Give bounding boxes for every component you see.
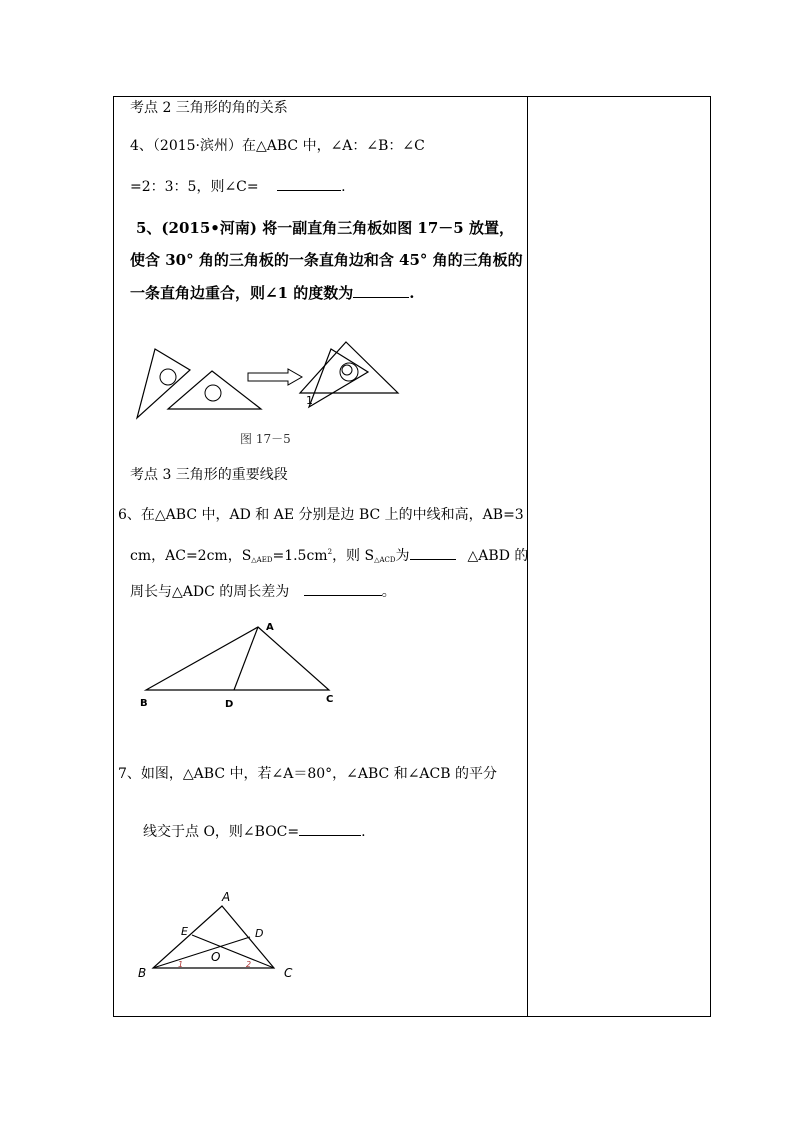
- q6-label-a: A: [266, 622, 274, 633]
- fig17-5-angle-1: 1: [306, 394, 313, 407]
- q6-line2-e: △ABD 的: [467, 548, 529, 564]
- q7-line2-text: 线交于点 O，则∠BOC=: [143, 824, 300, 840]
- q7-angle-2: 2: [246, 960, 252, 969]
- fig17-5-caption: 图 17－5: [240, 432, 291, 446]
- q6-line2-d: 为: [395, 548, 410, 564]
- q6-line2-sub1: △AED: [251, 556, 273, 564]
- q6-line1: 6、在△ABC 中，AD 和 AE 分别是边 BC 上的中线和高，AB=3: [118, 507, 524, 523]
- q7-line2-end: .: [361, 824, 366, 840]
- q6-label-c: C: [326, 694, 334, 705]
- q5-line3-end: .: [409, 284, 415, 302]
- section2-title: 考点 2 三角形的角的关系: [130, 100, 288, 116]
- q4-line2-text: =2：3：5，则∠C=: [130, 179, 259, 195]
- q4-line2-end: .: [341, 179, 346, 195]
- q7-label-b: B: [138, 966, 147, 980]
- q6-label-d: D: [225, 699, 234, 710]
- q6-line2-c: ，则 S: [332, 548, 375, 564]
- q5-line3-text: 一条直角边重合，则∠1 的度数为: [130, 284, 354, 302]
- q6-line2-a: cm，AC=2cm，S: [130, 548, 252, 564]
- q7-label-d: D: [255, 927, 264, 940]
- q7-label-a: A: [222, 890, 231, 904]
- q6-line2-sub2: △ACD: [374, 556, 396, 564]
- q5-line1: 5、(2015•河南) 将一副直角三角板如图 17－5 放置，: [136, 219, 514, 237]
- q7-line1: 7、如图，△ABC 中，若∠A＝80°，∠ABC 和∠ACB 的平分: [118, 766, 497, 782]
- q6-line3-end: 。: [381, 584, 396, 600]
- q7-angle-1: 1: [178, 960, 184, 969]
- q7-label-o: O: [211, 950, 221, 964]
- q6-line2-b: =1.5cm: [272, 548, 328, 564]
- section3-title: 考点 3 三角形的重要线段: [130, 467, 288, 483]
- q6-line3-text: 周长与△ADC 的周长差为: [130, 584, 290, 600]
- q7-label-c: C: [284, 966, 293, 980]
- q6-label-b: B: [140, 698, 148, 709]
- q7-label-e: E: [181, 925, 188, 938]
- q4-line1: 4、（2015·滨州）在△ABC 中，∠A：∠B：∠C: [130, 138, 425, 154]
- q6-line2-sup: 2: [327, 548, 333, 556]
- q5-line2: 使含 30° 角的三角板的一条直角边和含 45° 角的三角板的: [130, 251, 523, 269]
